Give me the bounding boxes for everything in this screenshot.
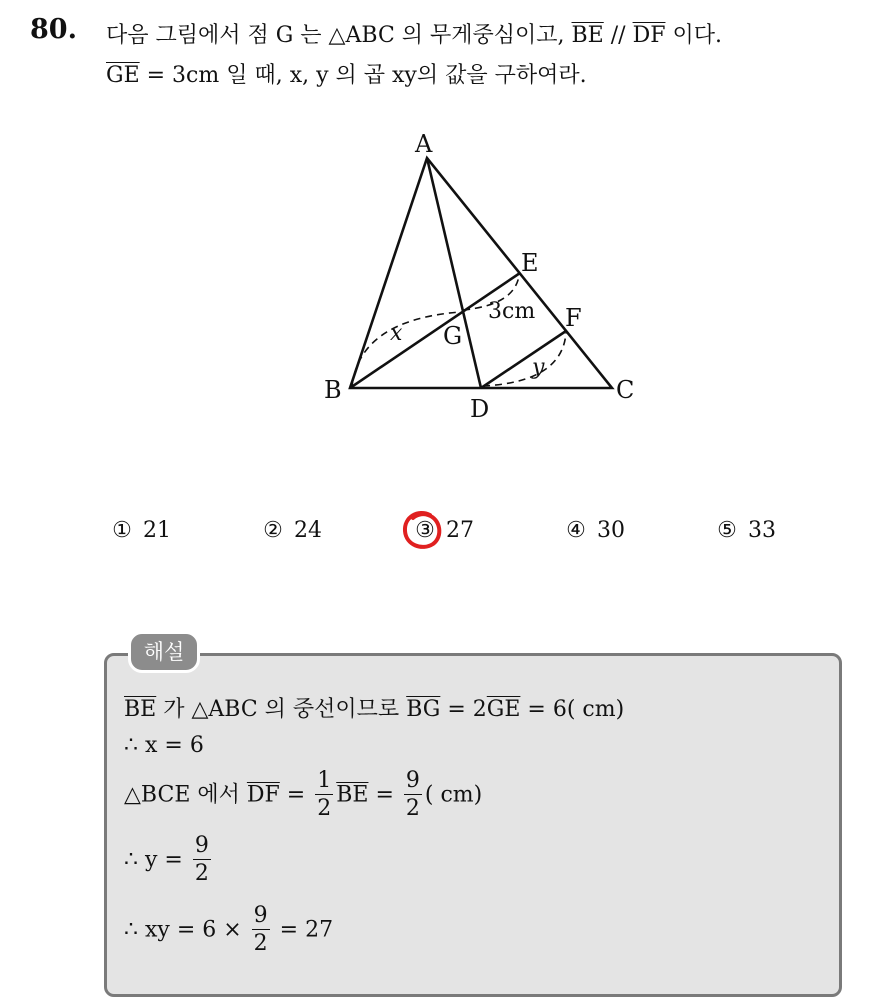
- choice-3[interactable]: [414, 518, 474, 543]
- fraction-xy: [252, 903, 270, 958]
- fraction-y: [193, 833, 211, 888]
- solution-line-3: [124, 768, 482, 823]
- choice-3-value: 27: [446, 518, 474, 543]
- choice-1-mark: ①: [112, 518, 132, 543]
- fraction-numerator: 9: [405, 768, 420, 793]
- choice-2-value: 24: [294, 518, 322, 543]
- sol-segment-ge: $\overline{GE}$: [486, 697, 521, 722]
- sol-text-3: △BCE 에서: [124, 782, 247, 808]
- sol-segment-bg: $\overline{BG}$: [406, 697, 441, 722]
- fraction-nine-halves: [404, 768, 422, 823]
- fraction-numerator: 1: [317, 768, 332, 793]
- label-b: B: [324, 376, 342, 404]
- sol-answer: = 27: [272, 917, 334, 943]
- solution-line-4: [124, 833, 214, 888]
- label-y: y: [532, 355, 545, 380]
- sol-eq: = 2: [440, 697, 487, 722]
- segment-ge: $\overline{GE}$: [106, 63, 140, 88]
- label-d: D: [470, 395, 490, 423]
- fraction-denominator: 2: [317, 796, 332, 821]
- sol-segment-be: $\overline{BE}$: [124, 697, 157, 722]
- sol-unit: ( cm): [424, 782, 483, 808]
- choice-2-mark: ②: [263, 518, 283, 543]
- problem-statement-line2: [106, 58, 587, 89]
- triangle-figure: [300, 120, 660, 430]
- solution-line-5: [124, 903, 333, 958]
- choice-4[interactable]: [565, 518, 625, 543]
- choice-1-value: 21: [143, 518, 171, 543]
- fraction-denominator: 2: [253, 931, 268, 956]
- label-x: x: [390, 321, 403, 346]
- triangle-abc: [350, 158, 612, 388]
- label-a: A: [415, 130, 433, 158]
- median-be: [350, 273, 520, 388]
- sol-eq-3b: =: [368, 782, 401, 808]
- statement-text-end: 이다.: [665, 23, 722, 48]
- sol-result: = 6( cm): [520, 697, 625, 722]
- solution-tag: 해설: [128, 631, 200, 673]
- label-c: C: [616, 376, 635, 404]
- segment-df: $\overline{DF}$: [632, 23, 666, 48]
- sol-text-4: ∴ y =: [124, 847, 190, 873]
- triangle-diagram: [300, 120, 660, 430]
- fraction-half: [315, 768, 333, 823]
- choice-3-mark: [414, 518, 436, 543]
- fraction-denominator: 2: [405, 796, 420, 821]
- sol-eq-3a: =: [279, 782, 313, 808]
- sol-segment-df: $\overline{DF}$: [246, 782, 280, 808]
- statement-text-2: = 3cm 일 때, x, y 의 곱 xy의 값을 구하여라.: [139, 63, 587, 88]
- label-e: E: [521, 249, 539, 277]
- fraction-denominator: 2: [194, 861, 209, 886]
- statement-text: 다음 그림에서 점 G 는 △ABC 의 무게중심이고,: [106, 23, 572, 48]
- label-g: G: [443, 322, 463, 350]
- problem-statement-line1: [106, 18, 722, 49]
- choice-4-mark: ④: [566, 518, 586, 543]
- sol-text: 가 △ABC 의 중선이므로: [156, 697, 407, 722]
- parallel-symbol: //: [603, 23, 633, 48]
- segment-be: $\overline{BE}$: [571, 23, 604, 48]
- choice-5-mark: ⑤: [717, 518, 737, 543]
- solution-line-1: [124, 692, 624, 723]
- choice-2[interactable]: [262, 518, 322, 543]
- choice-5[interactable]: [716, 518, 776, 543]
- choice-5-value: 33: [748, 518, 776, 543]
- choice-3-mark-glyph: ③: [415, 518, 435, 543]
- sol-text-5: ∴ xy = 6 ×: [124, 917, 249, 943]
- problem-number: 80.: [30, 14, 77, 45]
- solution-line-2: ∴ x = 6: [124, 733, 204, 758]
- fraction-numerator: 9: [194, 833, 209, 858]
- choice-1[interactable]: [111, 518, 171, 543]
- fraction-numerator: 9: [253, 903, 268, 928]
- choice-4-value: 30: [597, 518, 625, 543]
- sol-segment-be-2: $\overline{BE}$: [336, 782, 369, 808]
- label-ge-length: 3cm: [488, 299, 536, 324]
- answer-choices: [0, 510, 884, 560]
- label-f: F: [565, 304, 582, 332]
